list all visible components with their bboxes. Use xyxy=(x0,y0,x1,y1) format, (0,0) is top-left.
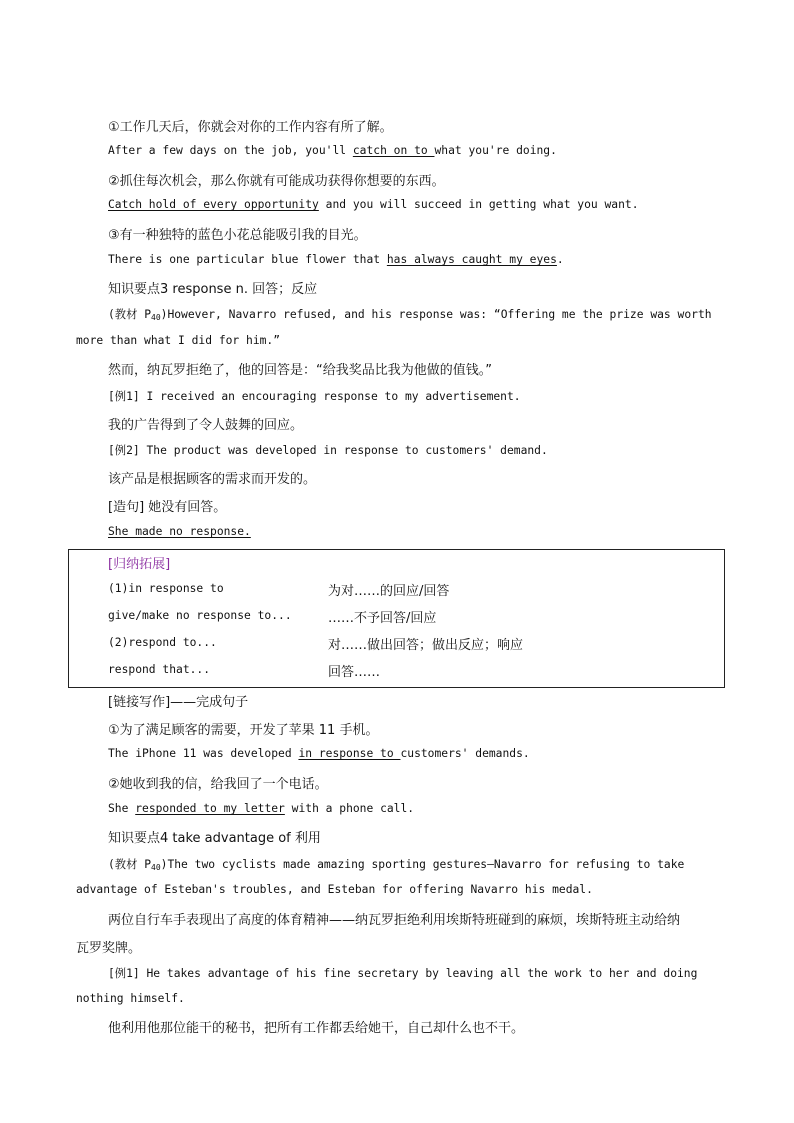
writing-answer-2 xyxy=(108,802,414,815)
example-sentence-2-translation: 该产品是根据顾客的需求而开发的。 xyxy=(108,472,317,487)
point4-translation-line-1: 两位自行车手表现出了高度的体育精神——纳瓦罗拒绝利用埃斯特班碰到的麻烦，埃斯特班主动给纳 xyxy=(108,913,681,928)
page-subscript: 40 xyxy=(151,863,161,872)
underlined-answer: She made no response. xyxy=(108,525,251,538)
writing-section-title: [链接写作]——完成句子 xyxy=(108,695,249,710)
point4-example-line-2: nothing himself. xyxy=(76,992,185,1005)
text-segment: )The two cyclists made amazing sporting gestures—Navarro for refusing to take xyxy=(160,858,685,871)
text-segment: (教材 P xyxy=(108,858,151,871)
text-segment: what you're doing. xyxy=(434,144,557,157)
page-subscript: 40 xyxy=(151,313,161,322)
point4-textbook-line-2: advantage of Esteban's troubles, and Esteban for offering Navarro his medal. xyxy=(76,883,593,896)
summary-row-1-meaning: 为对……的回应/回答 xyxy=(328,584,450,599)
knowledge-point-4-heading: 知识要点4 take advantage of 利用 xyxy=(108,831,321,846)
writing-question-2: ②她收到我的信，给我回了一个电话。 xyxy=(108,777,328,792)
summary-row-4-phrase: respond that... xyxy=(108,663,211,676)
example-1-chinese: ①工作几天后，你就会对你的工作内容有所了解。 xyxy=(108,120,393,135)
summary-row-2-meaning: ……不予回答/回应 xyxy=(328,611,437,626)
example-2-english xyxy=(108,198,639,211)
example-sentence-1-translation: 我的广告得到了令人鼓舞的回应。 xyxy=(108,418,304,433)
make-sentence-prompt: [造句] 她没有回答。 xyxy=(108,500,227,515)
point4-textbook-line-1 xyxy=(108,856,684,872)
text-segment: After a few days on the job, you'll xyxy=(108,144,353,157)
example-3-chinese: ③有一种独特的蓝色小花总能吸引我的目光。 xyxy=(108,228,367,243)
text-segment: . xyxy=(556,253,564,266)
text-segment: )However, Navarro refused, and his response was: “Offering me the prize was worth xyxy=(160,308,712,321)
summary-row-4-meaning: 回答…… xyxy=(328,665,381,680)
textbook-quote-line-1 xyxy=(108,306,712,322)
text-segment: and you will succeed in getting what you want. xyxy=(318,198,639,211)
summary-row-2-phrase: give/make no response to... xyxy=(108,609,292,622)
example-1-english xyxy=(108,144,557,157)
summary-row-3-meaning: 对……做出回答；做出反应；响应 xyxy=(328,638,524,653)
writing-answer-1 xyxy=(108,747,530,760)
point4-example-translation: 他利用他那位能干的秘书，把所有工作都丢给她干，自己却什么也不干。 xyxy=(108,1021,525,1036)
text-segment: She xyxy=(108,802,136,815)
underlined-answer: catch on to xyxy=(352,144,435,157)
make-sentence-answer xyxy=(108,525,251,538)
text-segment: The iPhone 11 was developed xyxy=(108,747,299,760)
underlined-answer: Catch hold of every opportunity xyxy=(108,198,319,211)
text-segment: with a phone call. xyxy=(284,802,415,815)
summary-box-title: [归纳拓展] xyxy=(108,557,171,572)
example-sentence-2: [例2] The product was developed in response to customers' demand. xyxy=(108,444,548,457)
summary-row-1-phrase: (1)in response to xyxy=(108,582,224,595)
knowledge-point-3-heading: 知识要点3 response n. 回答；反应 xyxy=(108,282,318,297)
textbook-quote-line-2: more than what I did for him.” xyxy=(76,334,281,347)
text-segment: customers' demands. xyxy=(400,747,530,760)
point4-example-line-1: [例1] He takes advantage of his fine secretary by leaving all the work to her and doing xyxy=(108,967,698,980)
underlined-answer: in response to xyxy=(298,747,401,760)
summary-row-3-phrase: (2)respond to... xyxy=(108,636,217,649)
textbook-quote-translation: 然而，纳瓦罗拒绝了，他的回答是：“给我奖品比我为他做的值钱。” xyxy=(108,363,492,378)
text-segment: (教材 P xyxy=(108,308,151,321)
example-2-chinese: ②抓住每次机会，那么你就有可能成功获得你想要的东西。 xyxy=(108,174,445,189)
example-3-english xyxy=(108,253,564,266)
example-sentence-1: [例1] I received an encouraging response to my advertisement. xyxy=(108,390,521,403)
point4-translation-line-2: 瓦罗奖牌。 xyxy=(76,941,142,956)
underlined-answer: has always caught my eyes xyxy=(386,253,557,266)
writing-question-1: ①为了满足顾客的需要，开发了苹果 11 手机。 xyxy=(108,723,379,738)
text-segment: There is one particular blue flower that xyxy=(108,253,387,266)
underlined-answer: responded to my letter xyxy=(135,802,285,815)
